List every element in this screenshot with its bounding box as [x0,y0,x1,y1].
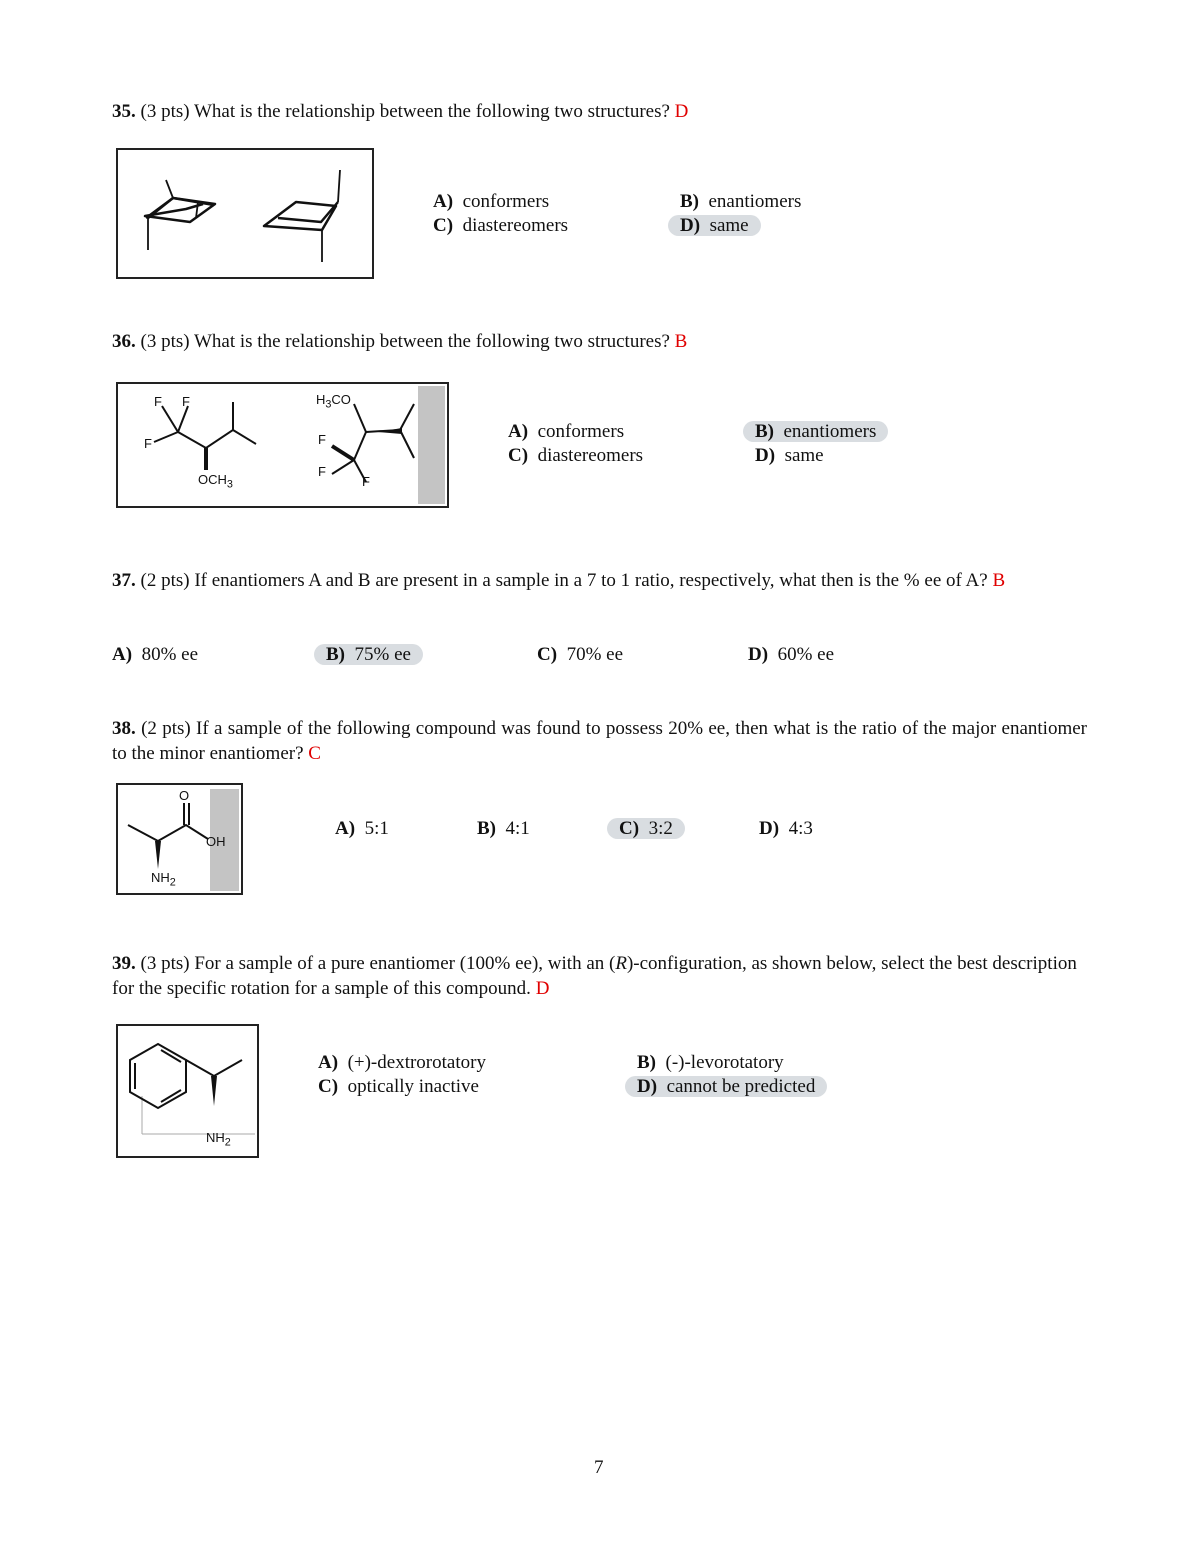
option-letter: A) [335,818,356,839]
option-letter: D) [755,445,776,466]
fluorinated-ethers-drawing [118,384,447,506]
selected-answer-highlight [743,421,888,442]
question-36-prompt [112,329,1092,354]
atom-label: F [144,436,152,451]
option-text: same [709,215,749,236]
structure-box-39 [116,1024,259,1158]
atom-label: F [318,432,326,447]
option-letter: C) [508,445,529,466]
question-text-continued: )-configuration, as shown below, select the best description for the specific rotation for a sample of this compound. [112,953,1077,999]
option-text: 4:1 [505,818,530,839]
option-letter: A) [433,191,454,212]
question-number: 39. [112,953,136,974]
option-text: cannot be predicted [666,1076,816,1097]
structure-box-36 [116,382,449,508]
question-number: 38. [112,718,136,739]
option-letter: B) [326,644,345,665]
option-text: 70% ee [566,644,624,665]
question-text: (3 pts) What is the relationship between the following two structures? [140,331,670,352]
option-38-d[interactable] [759,817,813,841]
atom-label: F [182,394,190,409]
selected-answer-highlight [607,818,685,839]
atom-label: OH [206,834,226,849]
option-37-c[interactable] [537,643,623,667]
option-letter: C) [619,818,640,839]
option-36-d[interactable] [755,444,824,468]
option-text: optically inactive [347,1076,479,1097]
option-text: conformers [462,191,550,212]
option-letter: C) [318,1076,339,1097]
option-letter: B) [755,421,774,442]
option-letter: A) [318,1052,339,1073]
option-text: enantiomers [708,191,802,212]
option-39-b[interactable] [637,1051,784,1075]
option-letter: D) [759,818,780,839]
option-text: 60% ee [777,644,835,665]
option-38-c[interactable] [619,817,685,841]
option-letter: C) [537,644,558,665]
option-letter: D) [637,1076,658,1097]
option-35-c[interactable] [433,214,568,238]
question-text: (3 pts) What is the relationship between the following two structures? [140,101,670,122]
option-37-d[interactable] [748,643,834,667]
option-39-a[interactable] [318,1051,486,1075]
phenylethylamine-drawing [118,1026,257,1156]
option-text: conformers [537,421,625,442]
atom-label: $NH_2$ [206,1130,231,1149]
option-text: same [784,445,824,466]
question-38-prompt [112,716,1087,766]
selected-answer-highlight [668,215,761,236]
atom-label: F [154,394,162,409]
option-39-d[interactable] [637,1075,827,1099]
option-text: 4:3 [788,818,813,839]
option-38-b[interactable] [477,817,530,841]
option-letter: B) [680,191,699,212]
answer-key: B [992,570,1006,591]
option-36-b[interactable] [755,420,888,444]
atom-label: $H_3CO$ [316,392,351,411]
question-number: 37. [112,570,136,591]
option-text: 80% ee [141,644,199,665]
question-37-prompt [112,568,1092,593]
page-number: 7 [594,1457,604,1478]
option-text: diastereomers [462,215,569,236]
atom-label: $OCH_3$ [198,472,233,491]
option-text: 5:1 [364,818,389,839]
question-text: (3 pts) For a sample of a pure enantiomer (100% ee), with an ( [140,953,616,974]
cyclohexane-chairs-drawing [118,150,372,277]
option-letter: B) [637,1052,656,1073]
option-letter: D) [680,215,701,236]
answer-key: C [308,743,321,764]
question-35-prompt [112,99,1092,124]
selected-answer-highlight [625,1076,827,1097]
option-letter: A) [112,644,133,665]
option-35-a[interactable] [433,190,549,214]
structure-box-38 [116,783,243,895]
option-37-b[interactable] [326,643,423,667]
option-39-c[interactable] [318,1075,479,1099]
question-number: 36. [112,331,136,352]
atom-label: O [179,788,190,803]
question-number: 35. [112,101,136,122]
option-letter: C) [433,215,454,236]
option-letter: B) [477,818,496,839]
option-text: enantiomers [783,421,877,442]
option-35-b[interactable] [680,190,801,214]
option-36-c[interactable] [508,444,643,468]
selected-answer-highlight [314,644,423,665]
option-37-a[interactable] [112,643,198,667]
answer-key: D [535,978,550,999]
option-36-a[interactable] [508,420,624,444]
question-39-prompt [112,951,1092,1001]
structure-box-35 [116,148,374,279]
option-38-a[interactable] [335,817,389,841]
option-text: 75% ee [354,644,411,665]
option-text: diastereomers [537,445,644,466]
question-text: (2 pts) If a sample of the following compound was found to possess 20% ee, then what is the ratio of the major enantiomer to the minor enantiomer? [112,718,1087,764]
option-letter: D) [748,644,769,665]
answer-key: B [674,331,688,352]
option-text: (+)-dextrorotatory [347,1052,486,1073]
configuration-letter: R [615,953,627,974]
atom-label: $NH_2$ [151,870,176,889]
option-text: (-)-levorotatory [665,1052,784,1073]
question-text: (2 pts) If enantiomers A and B are present in a sample in a 7 to 1 ratio, respectively, what then is the % ee of A? [140,570,988,591]
option-letter: A) [508,421,529,442]
answer-key: D [674,101,689,122]
atom-label: F [362,474,370,489]
option-text: 3:2 [648,818,673,839]
option-35-d[interactable] [680,214,761,238]
atom-label: F [318,464,326,479]
